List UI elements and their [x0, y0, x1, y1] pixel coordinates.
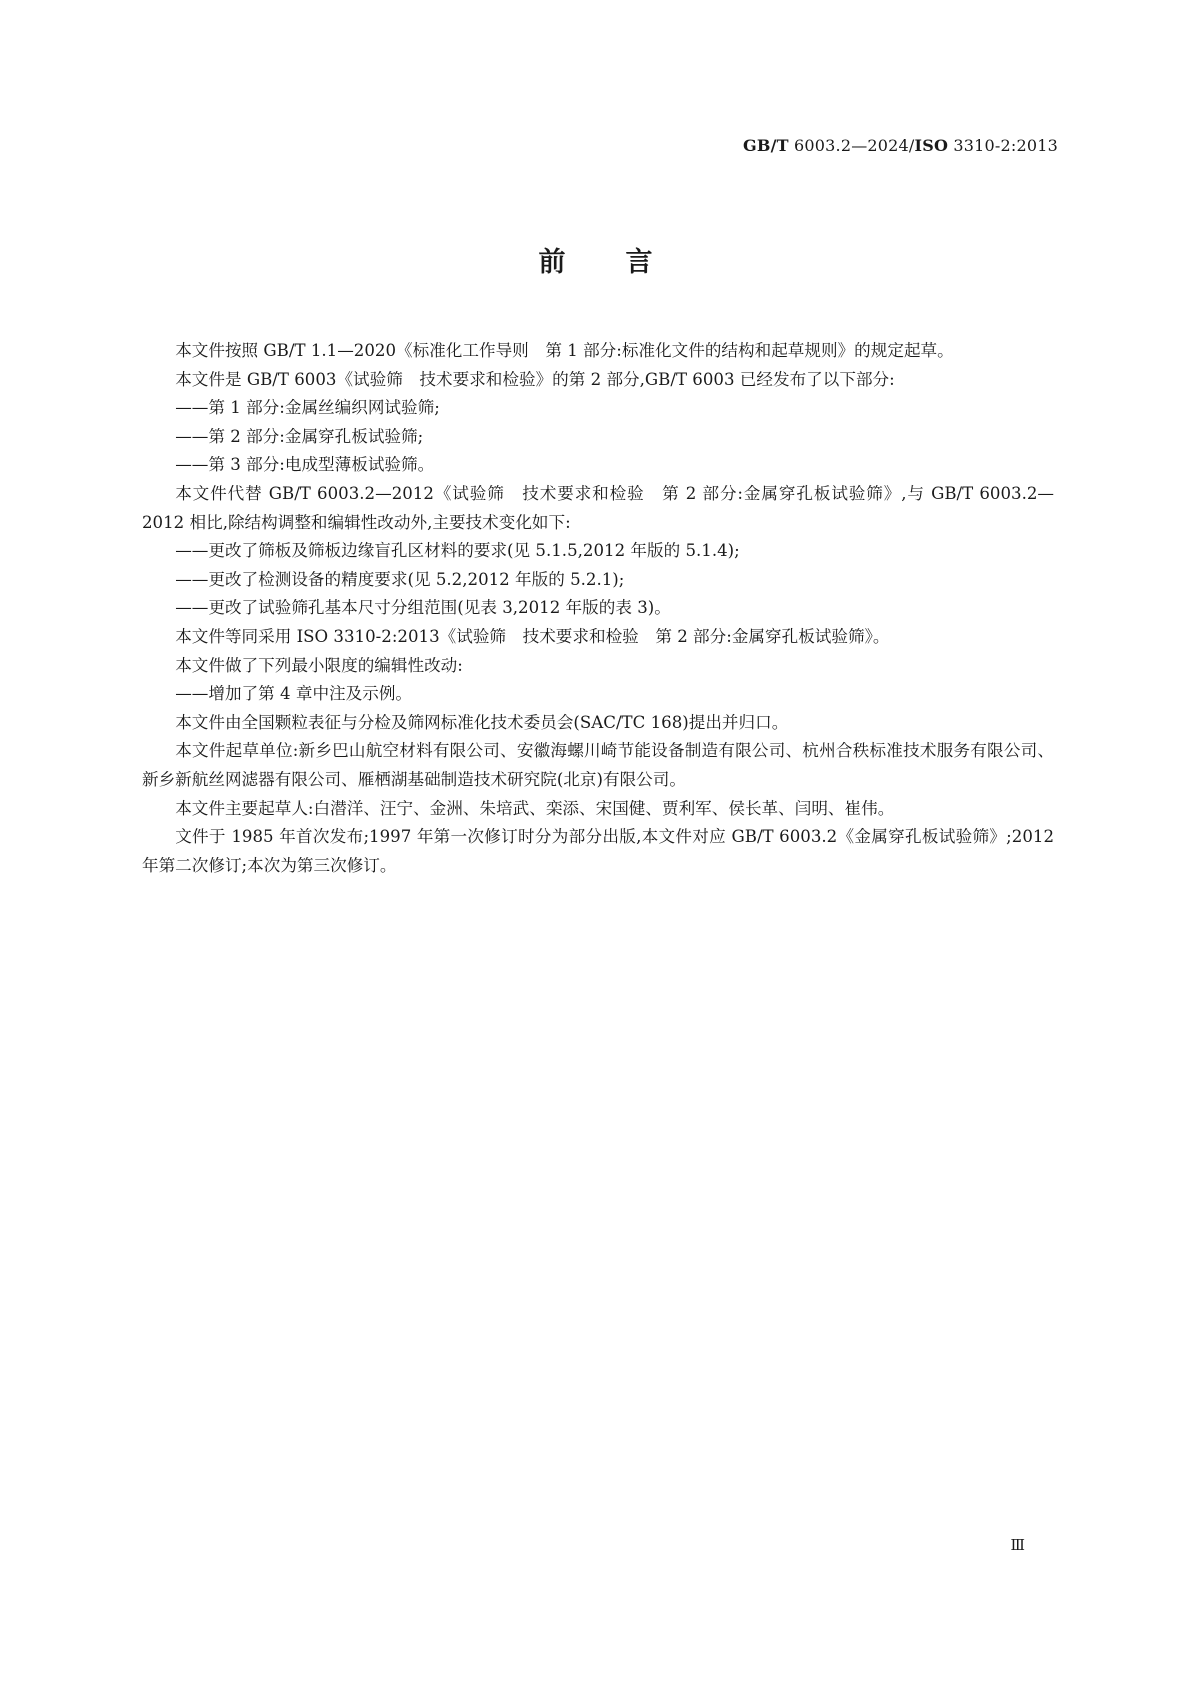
paragraph: 本文件做了下列最小限度的编辑性改动: [175, 655, 463, 675]
header-code-iso-number: 3310-2:2013 [948, 136, 1058, 155]
paragraph: 本文件是 GB/T 6003《试验筛 技术要求和检验》的第 2 部分,GB/T 6003 已经发布了以下部分: [175, 369, 895, 389]
list-item: ——增加了第 4 章中注及示例。 [175, 684, 413, 704]
page-title: 前言 [538, 247, 713, 278]
page-number: Ⅲ [1010, 1536, 1025, 1554]
paragraph: 本文件起草单位:新乡巴山航空材料有限公司、安徽海螺川崎节能设备制造有限公司、杭州合秩标准技术服务有限公司、新乡新航丝网滤器有限公司、雁栖湖基础制造技术研究院(北京)有限公司。 [142, 741, 1054, 789]
list-item: ——第 1 部分:金属丝编织网试验筛; [175, 398, 440, 418]
paragraph: 本文件由全国颗粒表征与分检及筛网标准化技术委员会(SAC/TC 168)提出并归口。 [175, 712, 789, 732]
paragraph: 文件于 1985 年首次发布;1997 年第一次修订时分为部分出版,本文件对应 GB/T 6003.2《金属穿孔板试验筛》;2012 年第二次修订;本次为第三次修订。 [142, 827, 1054, 875]
paragraph: 本文件代替 GB/T 6003.2—2012《试验筛 技术要求和检验 第 2 部分:金属穿孔板试验筛》,与 GB/T 6003.2—2012 相比,除结构调整和编辑性改动外,主要技术变化如下: [142, 483, 1054, 532]
list-item: ——更改了筛板及筛板边缘盲孔区材料的要求(见 5.1.5,2012 年版的 5.1.4); [175, 541, 740, 561]
paragraph: 本文件等同采用 ISO 3310-2:2013《试验筛 技术要求和检验 第 2 部分:金属穿孔板试验筛》。 [175, 626, 890, 646]
paragraph: 本文件按照 GB/T 1.1—2020《标准化工作导则 第 1 部分:标准化文件的结构和起草规则》的规定起草。 [175, 341, 954, 360]
list-item: ——第 2 部分:金属穿孔板试验筛; [175, 426, 424, 446]
header-code-gbt: GB/T [742, 136, 789, 155]
foreword-body [142, 337, 1054, 880]
header-code-iso: ISO [914, 136, 949, 155]
paragraph: 本文件主要起草人:白潜洋、汪宁、金洲、朱培武、栾添、宋国健、贾利军、侯长革、闫明、崔伟。 [175, 798, 895, 818]
list-item: ——更改了检测设备的精度要求(见 5.2,2012 年版的 5.2.1); [175, 569, 625, 589]
header-code-number: 6003.2—2024/ [788, 136, 915, 155]
document-code-header [743, 136, 1058, 155]
list-item: ——更改了试验筛孔基本尺寸分组范围(见表 3,2012 年版的表 3)。 [175, 598, 671, 618]
list-item: ——第 3 部分:电成型薄板试验筛。 [175, 455, 435, 475]
